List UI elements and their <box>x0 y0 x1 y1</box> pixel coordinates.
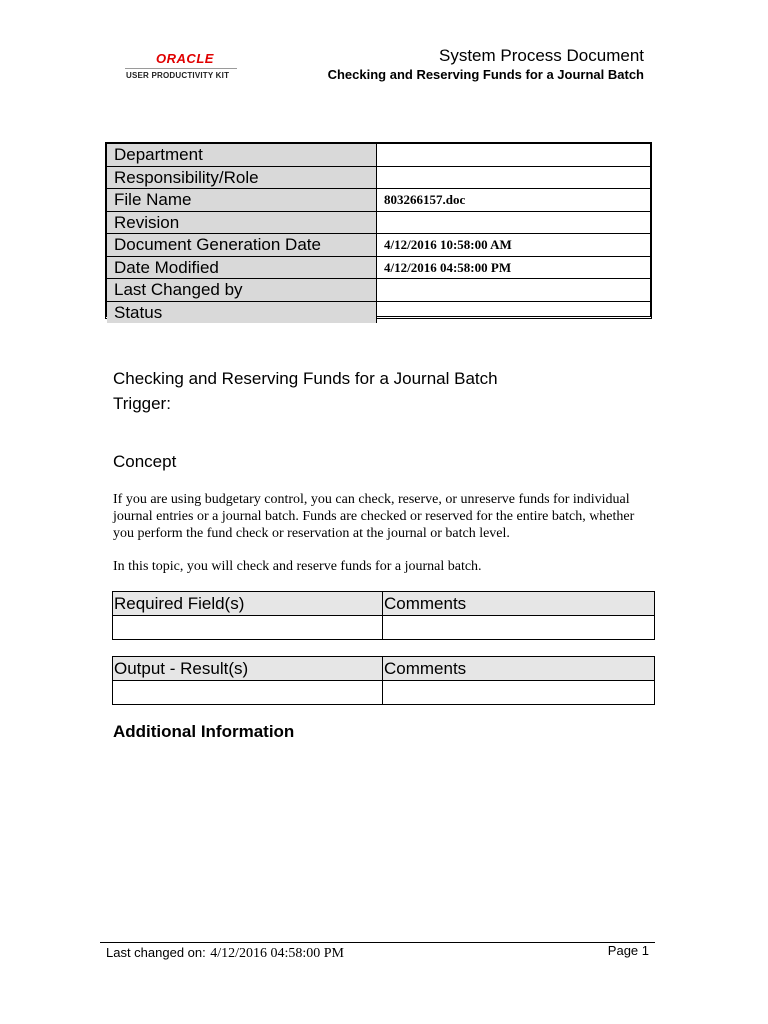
info-label: Last Changed by <box>107 279 377 301</box>
info-value <box>377 144 650 166</box>
info-value: 803266157.doc <box>384 192 466 207</box>
column-header: Required Field(s) <box>113 592 383 615</box>
oracle-upk-logo <box>125 52 239 84</box>
trigger-heading: Trigger: <box>113 394 171 413</box>
info-value <box>377 212 650 234</box>
info-row-department <box>107 144 650 167</box>
info-row-file-name <box>107 189 650 212</box>
concept-heading: Concept <box>113 452 177 471</box>
additional-information-heading: Additional Information <box>113 722 295 741</box>
info-label: Revision <box>107 212 377 234</box>
info-row-last-changed-by <box>107 279 650 302</box>
topic-paragraph: In this topic, you will check and reserve funds for a journal batch. <box>113 559 482 574</box>
table-cell <box>383 616 654 639</box>
table-row <box>113 616 654 639</box>
info-label: Department <box>107 144 377 166</box>
logo-brand: ORACLE <box>156 51 214 66</box>
info-row-date-modified <box>107 257 650 280</box>
page-number: Page 1 <box>607 943 649 958</box>
info-value <box>377 279 650 301</box>
footer-divider <box>100 942 655 943</box>
table-cell <box>383 681 654 704</box>
info-value: 4/12/2016 04:58:00 PM <box>384 259 512 275</box>
document-info-table <box>105 142 652 322</box>
table-header-row <box>113 657 654 681</box>
info-row-status <box>107 302 650 324</box>
output-results-table <box>112 656 655 705</box>
logo-tagline: USER PRODUCTIVITY KIT <box>126 71 230 80</box>
document-title: System Process Document <box>438 46 644 65</box>
info-label: Date Modified <box>107 257 377 279</box>
column-header: Output - Result(s) <box>113 657 383 680</box>
info-value <box>377 302 650 324</box>
column-header: Comments <box>384 594 467 613</box>
concept-paragraph: If you are using budgetary control, you can check, reserve, or unreserve funds for individual journal entries or a journal batch. Funds are checked or reserved for the entire batch, whether you perform the fund check or reservation at the journal or batch level. <box>113 492 635 541</box>
table-row <box>113 681 654 704</box>
table-header-row <box>113 592 654 616</box>
footer-last-changed-value: 4/12/2016 04:58:00 PM <box>210 946 344 961</box>
document-subtitle: Checking and Reserving Funds for a Journal Batch <box>327 67 644 82</box>
info-row-generation-date <box>107 234 650 257</box>
footer-last-changed <box>106 944 344 963</box>
info-row-responsibility <box>107 167 650 190</box>
column-header: Comments <box>384 659 467 678</box>
info-label: Responsibility/Role <box>107 167 377 189</box>
footer-last-changed-label: Last changed on: <box>106 945 206 960</box>
info-value: 4/12/2016 10:58:00 AM <box>384 237 512 252</box>
info-value <box>377 167 650 189</box>
info-label: File Name <box>107 189 377 211</box>
topic-heading: Checking and Reserving Funds for a Journal Batch <box>113 369 498 388</box>
required-fields-table <box>112 591 655 640</box>
info-label: Document Generation Date <box>107 234 377 256</box>
table-cell <box>113 681 383 704</box>
info-label: Status <box>107 302 377 324</box>
table-cell <box>113 616 383 639</box>
logo-divider <box>125 68 237 69</box>
info-row-revision <box>107 212 650 235</box>
